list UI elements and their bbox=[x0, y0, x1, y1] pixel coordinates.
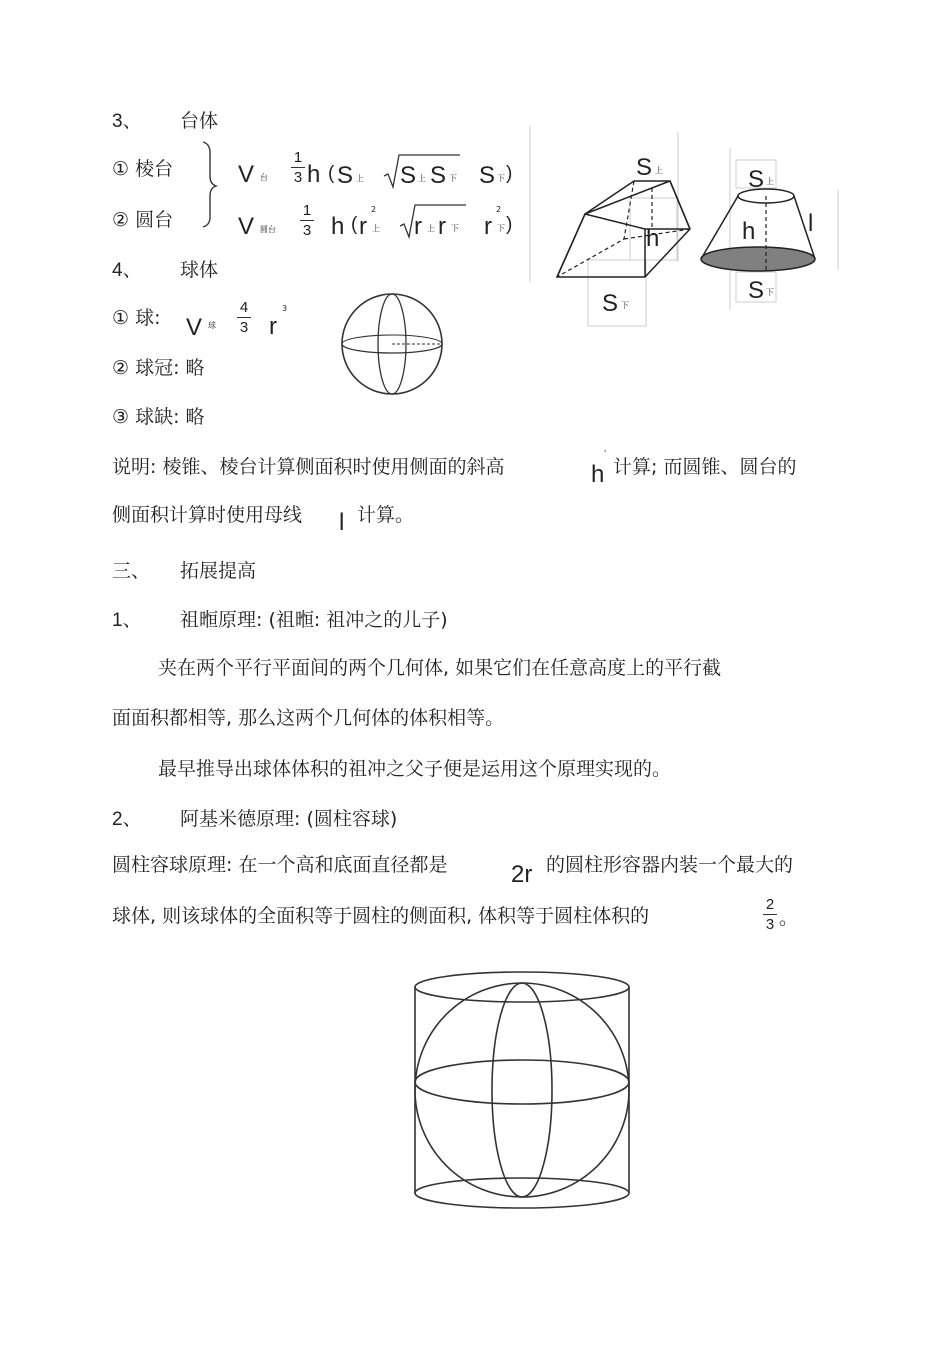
sphere-r: r bbox=[269, 313, 277, 340]
formula2-sub: 圆台 bbox=[260, 225, 276, 234]
formula1-h: h bbox=[307, 161, 321, 188]
formula2-sq-bottom: 2 bbox=[496, 205, 502, 214]
formula1-lparen: ( bbox=[328, 163, 335, 184]
frustum-item-prism: ① 棱台 bbox=[112, 158, 174, 180]
section-4-number: 4、 bbox=[112, 260, 142, 281]
prism-h: h bbox=[646, 225, 660, 252]
formula2-r-top: r bbox=[359, 213, 367, 240]
section-3-number: 3、 bbox=[112, 111, 142, 132]
sphere-item-cap: ② 球冠: 略 bbox=[112, 357, 205, 379]
formula2-sq-top: 2 bbox=[371, 205, 377, 214]
section-4-title: 球体 bbox=[180, 259, 219, 281]
sphere-item-segment: ③ 球缺: 略 bbox=[112, 406, 205, 428]
note-generatrix-l: l bbox=[339, 509, 345, 536]
sphere-item-ball: ① 球: bbox=[112, 307, 161, 329]
formula2-rparen: ) bbox=[506, 214, 513, 235]
inner-sphere-equator bbox=[415, 1060, 629, 1104]
formula2-lparen: ( bbox=[351, 214, 358, 235]
cylinder-top bbox=[415, 972, 629, 1002]
note-slant-h: h bbox=[591, 461, 605, 488]
point-2-2r: 2r bbox=[511, 861, 533, 888]
point-2-line2-start: 球体, 则该球体的全面积等于圆柱的侧面积, 体积等于圆柱体积的 bbox=[112, 905, 650, 927]
formula2-sqrt-r1: r bbox=[414, 213, 422, 240]
section-three-number: 三、 bbox=[112, 560, 151, 582]
formula2-frac-num: 1 bbox=[302, 202, 312, 219]
sphere-cube: 3 bbox=[282, 304, 288, 313]
point-1-para2: 最早推导出球体体积的祖冲之父子便是运用这个原理实现的。 bbox=[158, 758, 672, 780]
formula1-sqrt-S2: S bbox=[430, 162, 447, 189]
sphere-frac-den: 3 bbox=[239, 319, 249, 336]
note-line2-start: 侧面积计算时使用母线 bbox=[112, 504, 303, 526]
formula2-sub-shang: 上 bbox=[372, 224, 380, 233]
formula1-S-top: S bbox=[337, 162, 354, 189]
note-line1-end: 计算; 而圆锥、圆台的 bbox=[613, 456, 797, 478]
prism-S-bottom-sub: 下 bbox=[621, 301, 629, 310]
formula2-sqrt-r2: r bbox=[438, 213, 446, 240]
prism-S-bottom: S bbox=[602, 290, 619, 317]
point-2-frac-num: 2 bbox=[765, 896, 775, 913]
frustum-item-cone: ② 圆台 bbox=[112, 209, 174, 231]
point-2-number: 2、 bbox=[112, 809, 142, 830]
sphere-sub: 球 bbox=[208, 321, 216, 330]
point-2-title: 阿基米德原理: (圆柱容球) bbox=[180, 808, 398, 830]
formula2-r-bottom: r bbox=[484, 213, 492, 240]
sphere-frac-num: 4 bbox=[239, 299, 249, 316]
cone-S-bottom-sub: 下 bbox=[766, 288, 774, 297]
note-line2-end: 计算。 bbox=[357, 504, 415, 526]
formula1-sqrt-S1: S bbox=[400, 162, 417, 189]
formula2-frac-den: 3 bbox=[302, 222, 312, 239]
point-1-para1-line2: 面面积都相等, 那么这两个几何体的体积相等。 bbox=[112, 707, 505, 729]
formula1-sub-shang: 上 bbox=[356, 174, 364, 183]
cone-S-top: S bbox=[748, 166, 765, 193]
note-line1-start: 说明: 棱锥、棱台计算侧面积时使用侧面的斜高 bbox=[112, 456, 505, 478]
formula1-S-bottom: S bbox=[479, 162, 496, 189]
point-1-title: 祖暅原理: (祖暅: 祖冲之的儿子) bbox=[180, 609, 448, 631]
formula1-sub: 台 bbox=[260, 173, 268, 182]
formula2-V: V bbox=[238, 213, 255, 240]
formula1-sqrt-shang: 上 bbox=[418, 174, 426, 183]
point-2-period: 。 bbox=[779, 907, 799, 929]
formula2-sqrt-shang: 上 bbox=[427, 224, 435, 233]
inner-sphere bbox=[415, 983, 629, 1197]
sphere-V: V bbox=[186, 314, 203, 341]
point-2-line1-end: 的圆柱形容器内装一个最大的 bbox=[546, 854, 794, 876]
formula1-sqrt-xia: 下 bbox=[449, 174, 457, 183]
point-2-line1-start: 圆柱容球原理: 在一个高和底面直径都是 bbox=[112, 854, 448, 876]
section-3-title: 台体 bbox=[180, 110, 219, 132]
section-three-title: 拓展提高 bbox=[180, 560, 257, 582]
cone-S-bottom: S bbox=[748, 277, 765, 304]
prism-S-top: S bbox=[636, 154, 653, 181]
formula1-frac-num: 1 bbox=[293, 149, 303, 166]
formula2-sub-xia: 下 bbox=[497, 224, 505, 233]
cylinder-bottom bbox=[415, 1178, 629, 1208]
point-1-number: 1、 bbox=[112, 610, 142, 631]
formula1-V: V bbox=[238, 161, 255, 188]
formula1-sub-xia: 下 bbox=[497, 174, 505, 183]
note-prime: ' bbox=[604, 449, 607, 458]
prism-S-top-sub: 上 bbox=[655, 166, 663, 175]
formula1-rparen: ) bbox=[506, 163, 513, 184]
point-1-para1-line1: 夹在两个平行平面间的两个几何体, 如果它们在任意高度上的平行截 bbox=[158, 657, 722, 679]
point-2-frac-den: 3 bbox=[765, 916, 775, 933]
formula2-sqrt-xia: 下 bbox=[451, 224, 459, 233]
formula1-frac-den: 3 bbox=[293, 169, 303, 186]
cone-l: l bbox=[808, 210, 814, 237]
formula2-h: h bbox=[331, 213, 345, 240]
inner-sphere-meridian bbox=[492, 983, 552, 1197]
cone-h: h bbox=[742, 218, 756, 245]
cone-S-top-sub: 上 bbox=[766, 177, 774, 186]
